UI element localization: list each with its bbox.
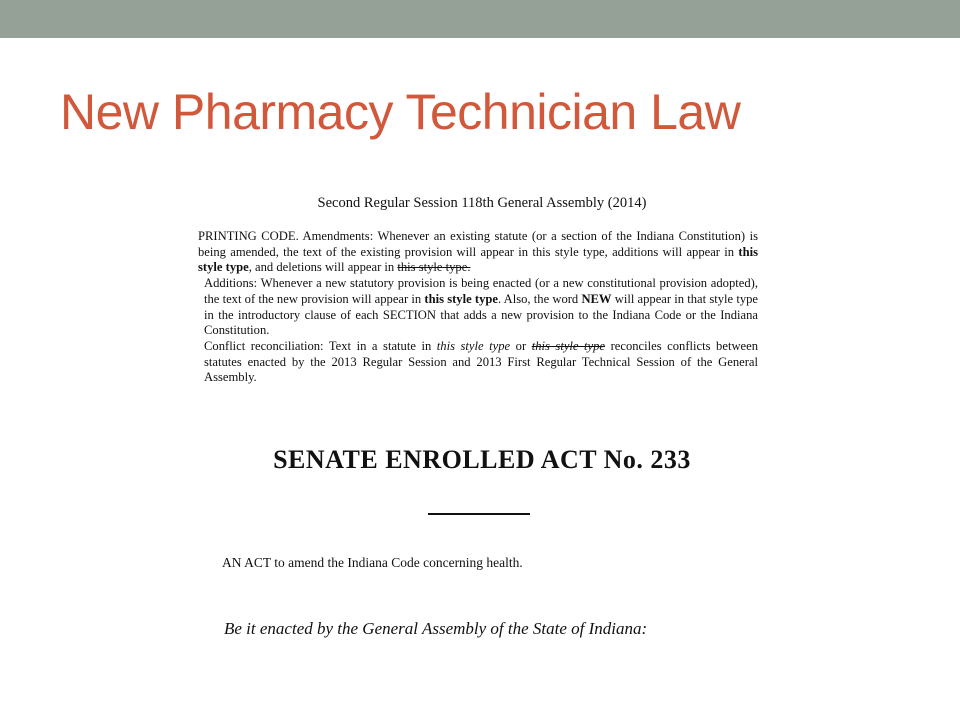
conflict-text-2: or [510, 338, 532, 353]
slide-title: New Pharmacy Technician Law [60, 84, 741, 140]
printing-code-amendments [198, 229, 758, 276]
additions-text-3: will appear in that style type in the introductory clause of each SECTION that adds a new provision to the Indiana Code or the Indiana Constitution. [204, 291, 758, 338]
additions-new-word: NEW [581, 291, 612, 306]
bill-document-image [192, 186, 772, 656]
printing-code-block [198, 229, 758, 386]
session-heading: Second Regular Session 118th General Assembly (2014) [317, 195, 647, 211]
conflict-text: Conflict reconciliation: Text in a statute in [204, 338, 437, 353]
conflict-text-3: reconciles conflicts between statutes enacted by the 2013 Regular Session and 2013 First Regular Technical Session of the General Assembly. [204, 338, 759, 385]
additions-bold-sample: this style type [424, 291, 498, 306]
amendments-text: PRINTING CODE. Amendments: Whenever an existing statute (or a section of the Indiana Constitution) is being amended, the text of the existing provision will appear in this style type, additions will appear in [198, 229, 758, 259]
top-accent-bar [0, 0, 960, 38]
printing-code-conflict [198, 339, 758, 386]
additions-text-2: . Also, the word [497, 291, 582, 306]
enacting-clause: Be it enacted by the General Assembly of the State of Indiana: [224, 619, 648, 638]
amendments-bold-sample: this style type [198, 244, 758, 275]
conflict-strike-sample: this style type [531, 338, 606, 353]
amendments-strike-sample: this style type. [397, 260, 471, 275]
amendments-text-2: , and deletions will appear in [248, 260, 398, 275]
additions-text: Additions: Whenever a new statutory provision is being enacted (or a new constitutional provision adopted), the text of the new provision will appear in [204, 276, 758, 306]
act-description: AN ACT to amend the Indiana Code concerning health. [222, 555, 523, 570]
printing-code-additions [198, 276, 758, 339]
act-title-underline [428, 513, 530, 515]
conflict-italic-sample: this style type [436, 338, 511, 353]
act-title: SENATE ENROLLED ACT No. 233 [273, 445, 691, 474]
